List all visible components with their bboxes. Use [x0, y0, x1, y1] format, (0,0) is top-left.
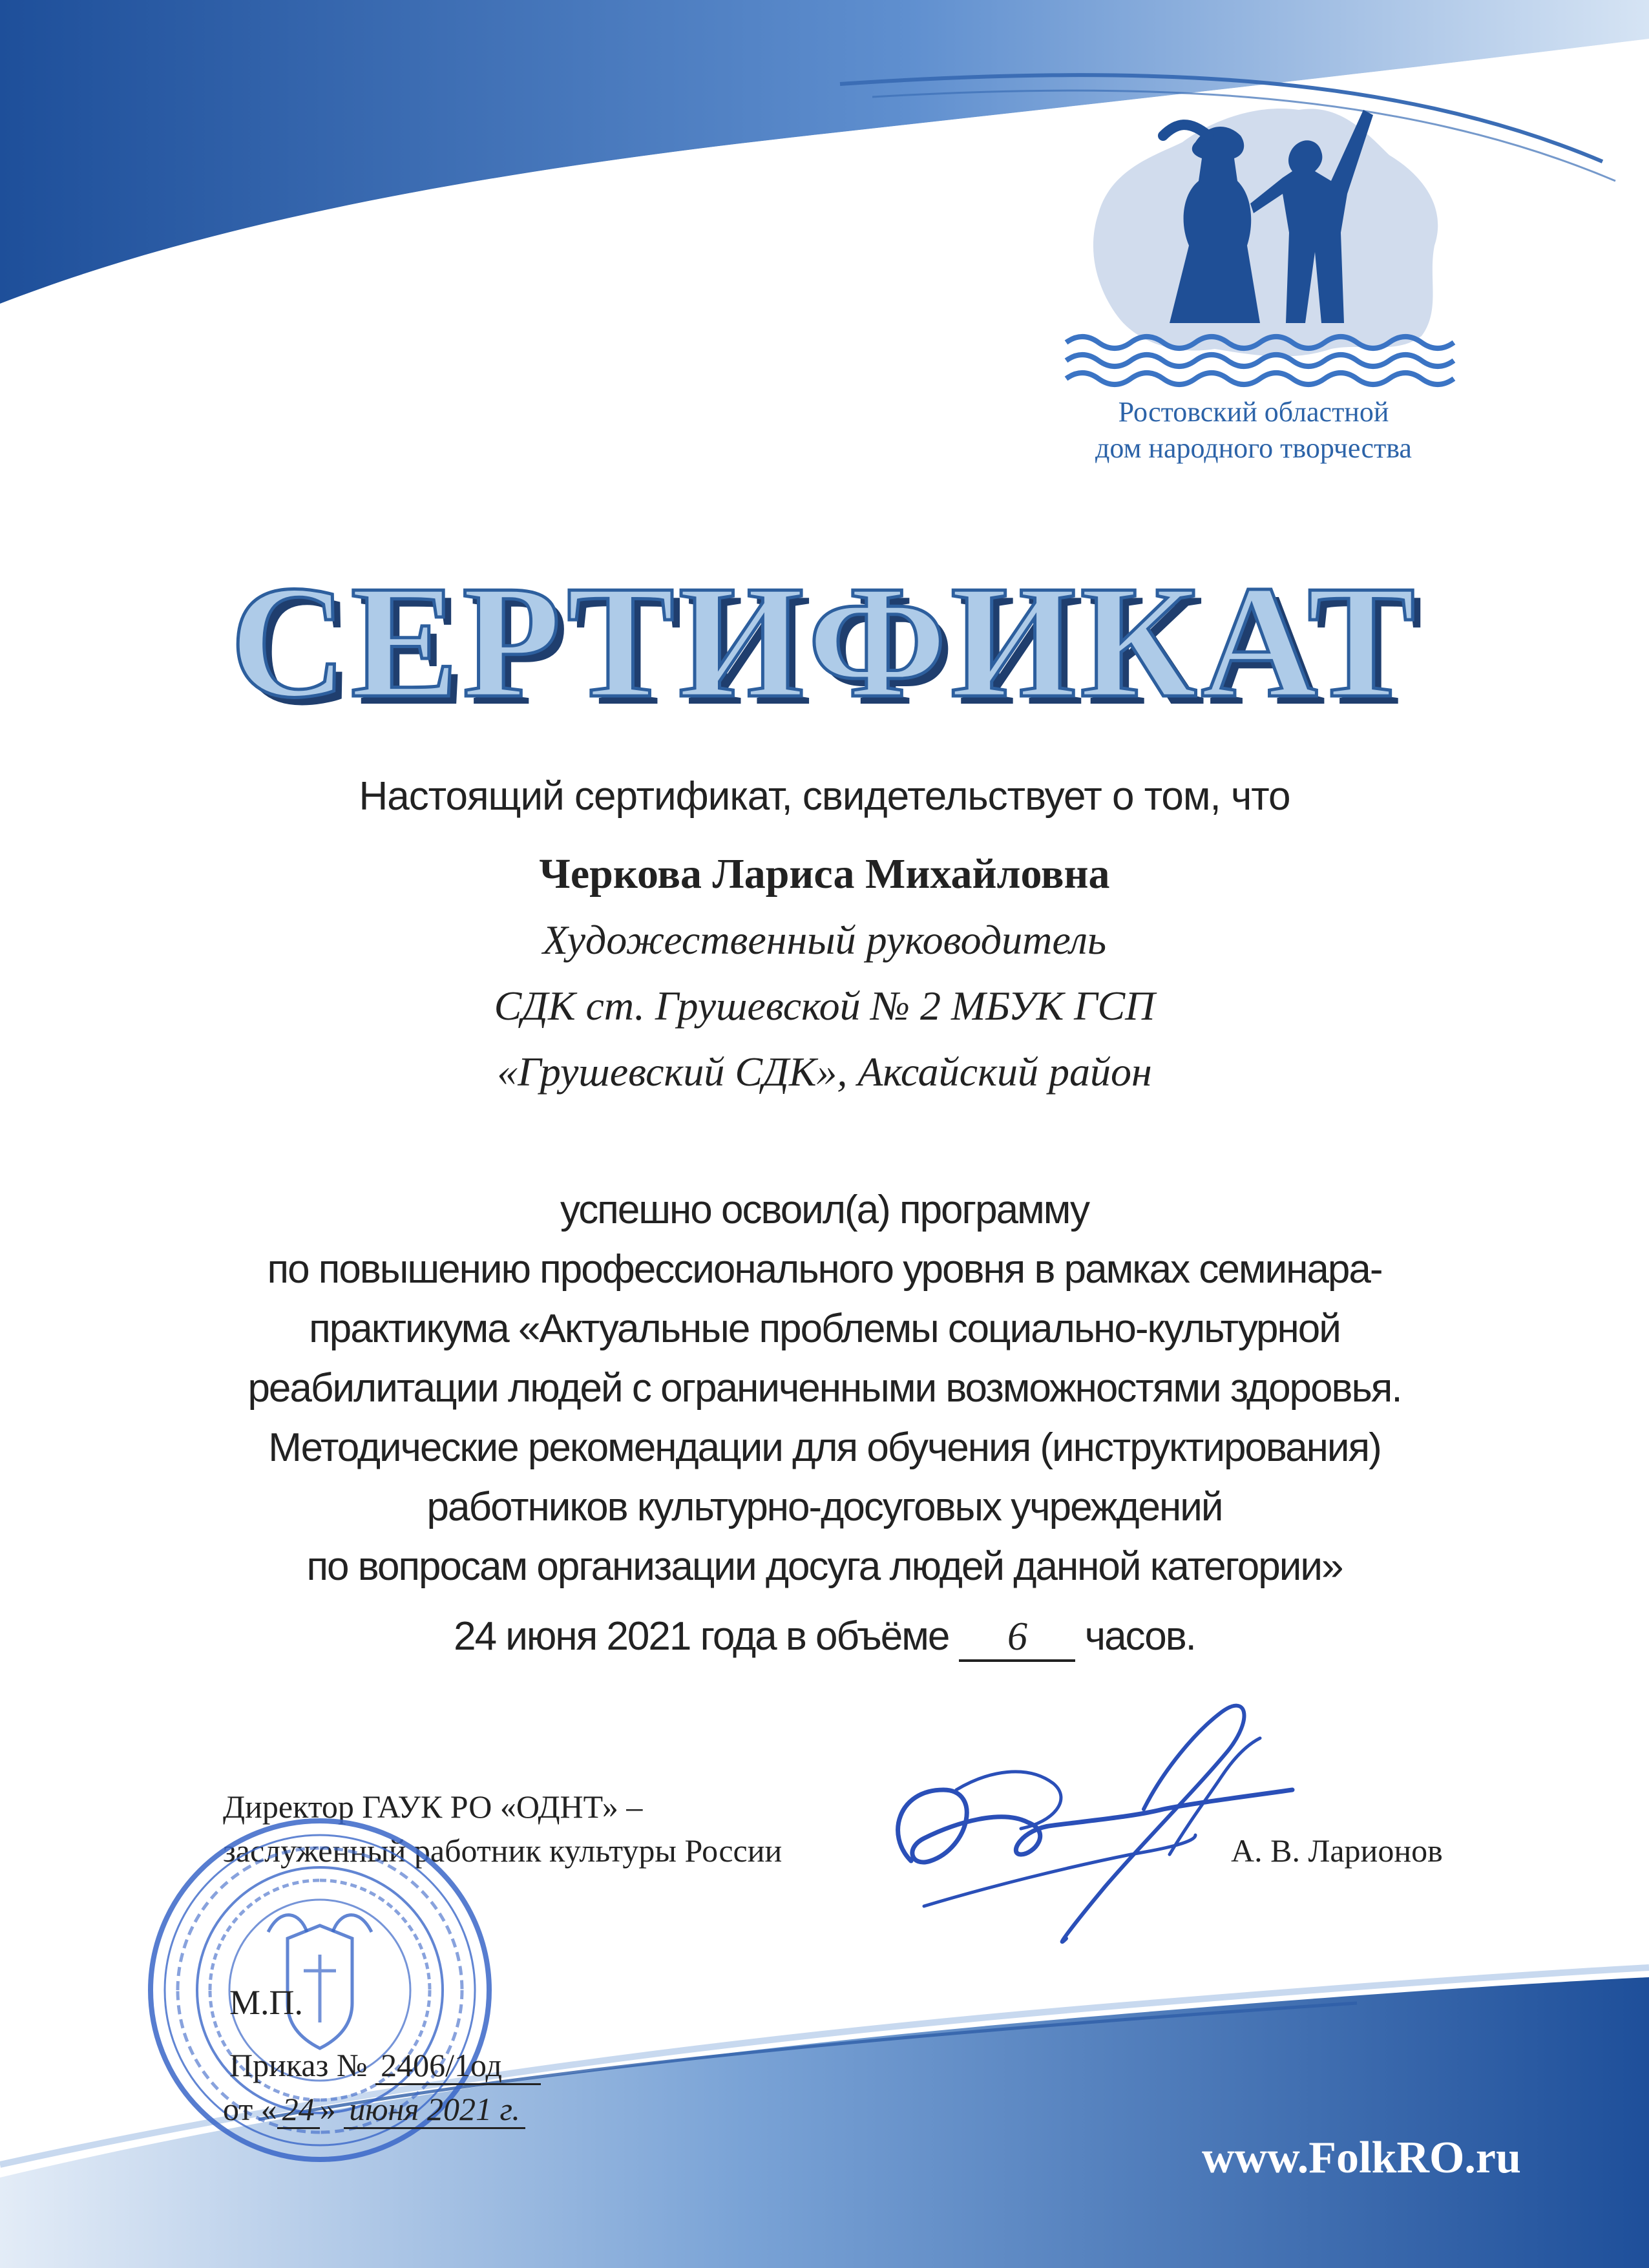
- program-line: работников культурно-досуговых учреждений: [426, 1485, 1223, 1529]
- signature-mark: [859, 1693, 1312, 1964]
- program-line: успешно освоил(а) программу: [560, 1188, 1089, 1232]
- program-line: по вопросам организации досуга людей данной категории»: [306, 1544, 1343, 1589]
- intro-text: Настоящий сертификат, свидетельствует о том, что: [359, 774, 1290, 819]
- recipient-workplace-line1: СДК ст. Грушевской № 2 МБУК ГСП: [494, 983, 1155, 1029]
- organization-logo: [1060, 84, 1460, 388]
- order-number: 2406/1од: [375, 2047, 541, 2085]
- date-suffix: часов.: [1084, 1614, 1195, 1659]
- date-hours-line: [0, 1609, 1649, 1664]
- hours-value: 6: [959, 1614, 1075, 1662]
- recipient-position: Художественный руководитель: [542, 917, 1107, 963]
- program-line: по повышению профессионального уровня в рамках семинара-: [267, 1247, 1382, 1292]
- program-line: практикума «Актуальные проблемы социально-культурной: [309, 1307, 1340, 1351]
- order-date-prefix: от «: [223, 2091, 277, 2127]
- organization-name-line2: дом народного творчества: [1095, 432, 1412, 464]
- order-date-line: [223, 2089, 525, 2129]
- signatory-title-line2: заслуженный работник культуры России: [223, 1832, 782, 1869]
- order-date-mid: »: [319, 2091, 336, 2127]
- program-line: реабилитации людей с ограниченными возможностями здоровья.: [247, 1366, 1402, 1411]
- program-line: Методические рекомендации для обучения (инструктирования): [268, 1425, 1381, 1470]
- certificate-title: СЕРТИФИКАТ: [229, 552, 1420, 731]
- website-link[interactable]: www.FolkRO.ru: [1202, 2133, 1521, 2183]
- order-day: 24: [277, 2091, 320, 2129]
- date-prefix: 24 июня 2021 года в объёме: [454, 1614, 949, 1659]
- order-month-year: июня 2021 г.: [344, 2091, 525, 2129]
- stamp-place-mark: М.П.: [229, 1983, 304, 2022]
- recipient-name: Черкова Лариса Михайловна: [539, 850, 1110, 898]
- order-line: [229, 2045, 541, 2085]
- order-label: Приказ №: [229, 2047, 368, 2083]
- signatory-name: А. В. Ларионов: [1231, 1832, 1443, 1869]
- signatory-title-line1: Директор ГАУК РО «ОДНТ» –: [223, 1789, 643, 1825]
- recipient-workplace-line2: «Грушевский СДК», Аксайский район: [497, 1049, 1152, 1095]
- organization-name-line1: Ростовский областной: [1118, 396, 1389, 428]
